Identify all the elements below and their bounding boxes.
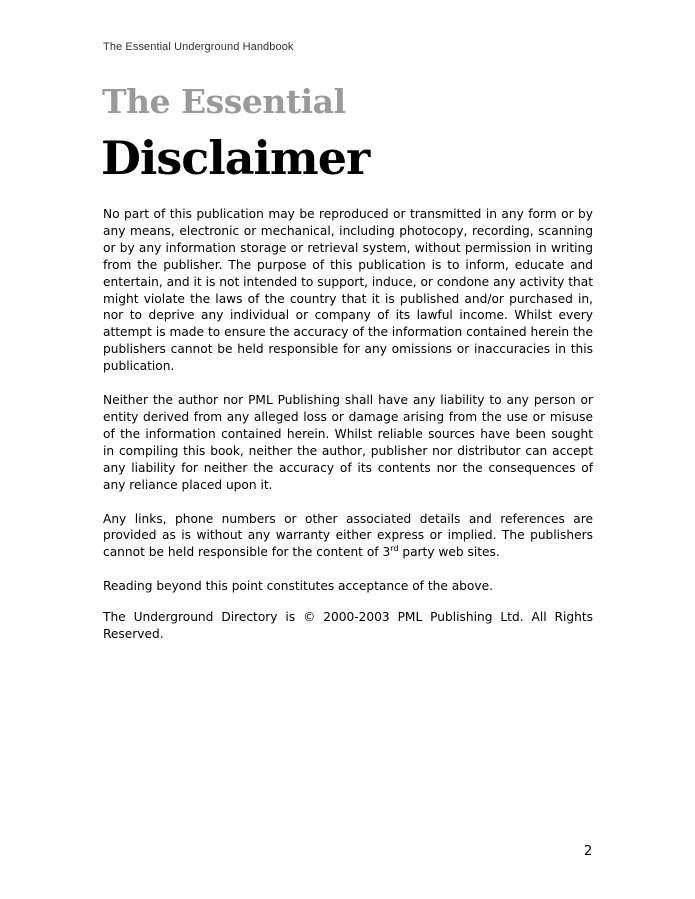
paragraph-links-text: Any links, phone numbers or other associated details and references are provided as is without any warranty either express or implied. The publishers cannot be held responsible for the content of 3 — [103, 511, 593, 560]
paragraph-links-text-end: party web sites. — [398, 545, 500, 560]
running-header: The Essential Underground Handbook — [103, 41, 294, 53]
paragraph-copyright-notice: No part of this publication may be reproduced or transmitted in any form or by any means, electronic or mechanical, including photocopy, recording, scanning or by any information storage or retrieval system, without permission in writing from the publisher. The purpose of this publication is to inform, educate and entertain, and it is not intended to support, induce, or condone any activity that might violate the laws of the country that it is published and/or purchased in, nor to deprive any individual or company of its lawful income. Whilst every attempt is made to ensure the accuracy of the information contained herein the publishers cannot be held responsible for any omissions or inaccuracies in this publication. — [103, 207, 593, 374]
page-title: Disclaimer — [101, 131, 370, 185]
ordinal-suffix: rd — [390, 544, 399, 554]
disclaimer-body — [103, 206, 593, 660]
paragraph-rights-reserved: The Underground Directory is © 2000-2003 PML Publishing Ltd. All Rights Reserved. — [103, 610, 593, 642]
title-subheading: The Essential — [102, 82, 346, 121]
paragraph-acceptance: Reading beyond this point constitutes acceptance of the above. — [103, 579, 493, 594]
paragraph-links-warranty — [103, 511, 593, 562]
paragraph-liability: Neither the author nor PML Publishing shall have any liability to any person or entity derived from any alleged loss or damage arising from the use or misuse of the information contained herein. Whilst reliable sources have been sought in compiling this book, neither the author, publisher nor distributor can accept any liability for neither the accuracy of its contents nor the consequences of any reliance placed upon it. — [103, 393, 593, 492]
page-number: 2 — [584, 844, 593, 859]
